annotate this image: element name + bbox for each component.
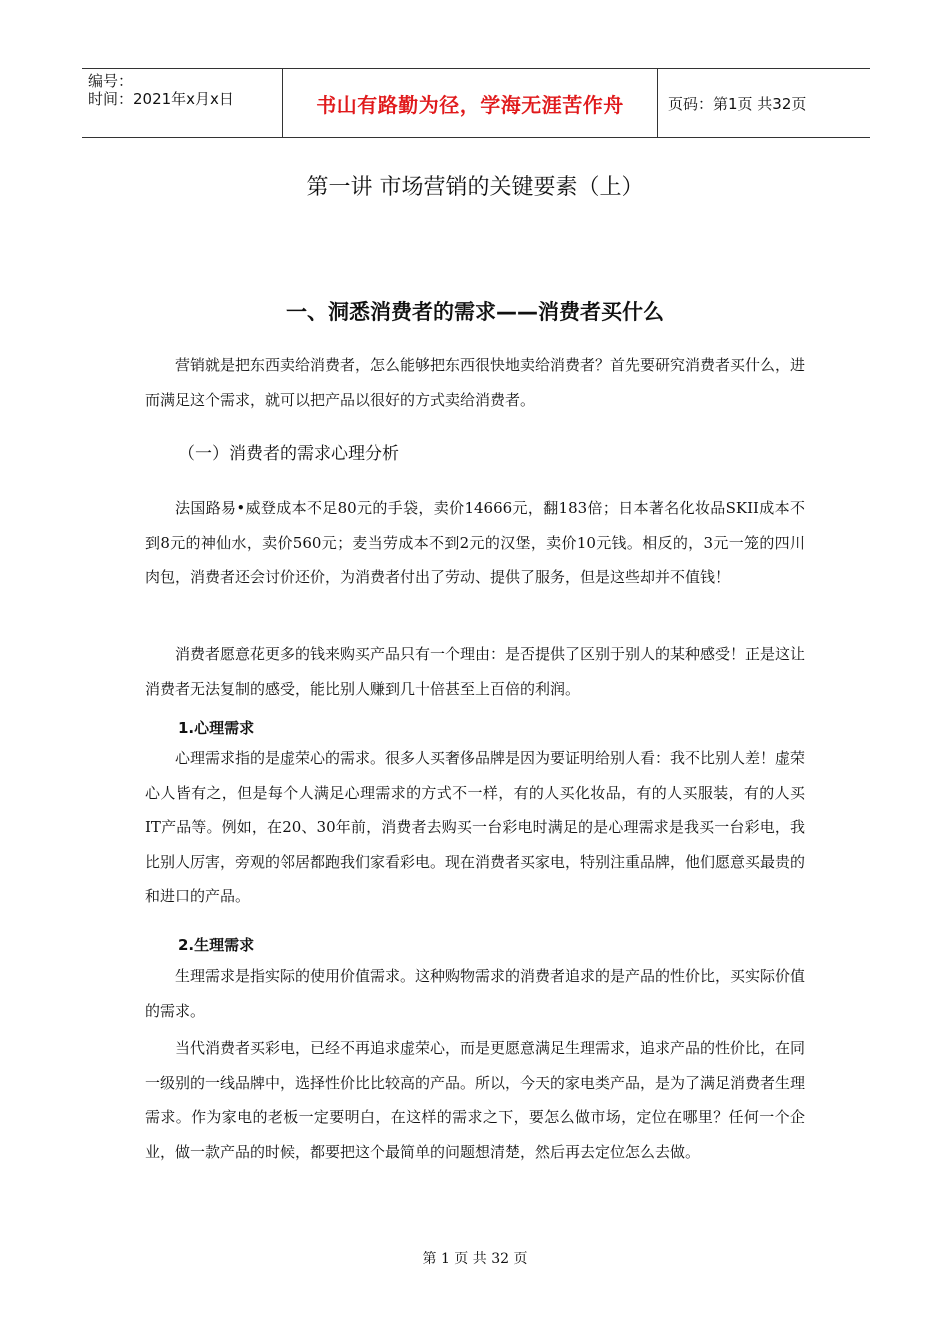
section-title: 一、洞悉消费者的需求——消费者买什么 [286, 300, 664, 324]
number-label: 编号： [88, 72, 134, 90]
page-footer: 第 1 页 共 32 页 [422, 1251, 528, 1267]
heading-physiological-need: 2.生理需求 [178, 936, 255, 954]
time-label: 时间：2021年x月x日 [88, 90, 234, 108]
heading-psychological-need: 1.心理需求 [178, 719, 255, 737]
header-left-cell [82, 69, 282, 137]
page-info: 页码：第1页 共32页 [668, 94, 807, 113]
subsection-title: （一）消费者的需求心理分析 [178, 444, 399, 464]
document-title: 第一讲 市场营销的关键要素（上） [306, 175, 644, 200]
paragraph-psychological-need: 心理需求指的是虚荣心的需求。很多人买奢侈品牌是因为要证明给别人看：我不比别人差！虚荣心人皆有之，但是每个人满足心理需求的方式不一样，有的人买化妆品，有的人买服装，有的人买IT产品等。例如，在20、30年前，消费者去购买一台彩电时满足的是心理需求是我买一台彩电，我比别人厉害，旁观的邻居都跑我们家看彩电。现在消费者买家电，特别注重品牌，他们愿意买最贵的和进口的产品。 [145, 749, 806, 905]
motto-text: 书山有路勤为径，学海无涯苦作舟 [316, 92, 624, 117]
header-page-cell [658, 69, 870, 137]
paragraph-reason: 消费者愿意花更多的钱来购买产品只有一个理由：是否提供了区别于别人的某种感受！正是这让消费者无法复制的感受，能比别人赚到几十倍甚至上百倍的利润。 [145, 645, 806, 698]
paragraph-physiological-need: 生理需求是指实际的使用价值需求。这种购物需求的消费者追求的是产品的性价比，买实际价值的需求。 [145, 967, 806, 1020]
header-motto-cell [282, 69, 658, 137]
intro-paragraph: 营销就是把东西卖给消费者，怎么能够把东西很快地卖给消费者？首先要研究消费者买什么，进而满足这个需求，就可以把产品以很好的方式卖给消费者。 [145, 356, 806, 409]
paragraph-modern-consumer: 当代消费者买彩电，已经不再追求虚荣心，而是更愿意满足生理需求，追求产品的性价比，在同一级别的一线品牌中，选择性价比比较高的产品。所以，今天的家电类产品，是为了满足消费者生理需求。作为家电的老板一定要明白，在这样的需求之下，要怎么做市场，定位在哪里？任何一个企业，做一款产品的时候，都要把这个最简单的问题想清楚，然后再去定位怎么去做。 [145, 1039, 806, 1161]
paragraph-luxury-examples: 法国路易•威登成本不足80元的手袋，卖价14666元，翻183倍；日本著名化妆品SKII成本不到8元的神仙水，卖价560元；麦当劳成本不到2元的汉堡，卖价10元钱。相反的，3元一笼的四川肉包，消费者还会讨价还价，为消费者付出了劳动、提供了服务，但是这些却并不值钱！ [145, 499, 805, 586]
page-header [82, 68, 870, 138]
